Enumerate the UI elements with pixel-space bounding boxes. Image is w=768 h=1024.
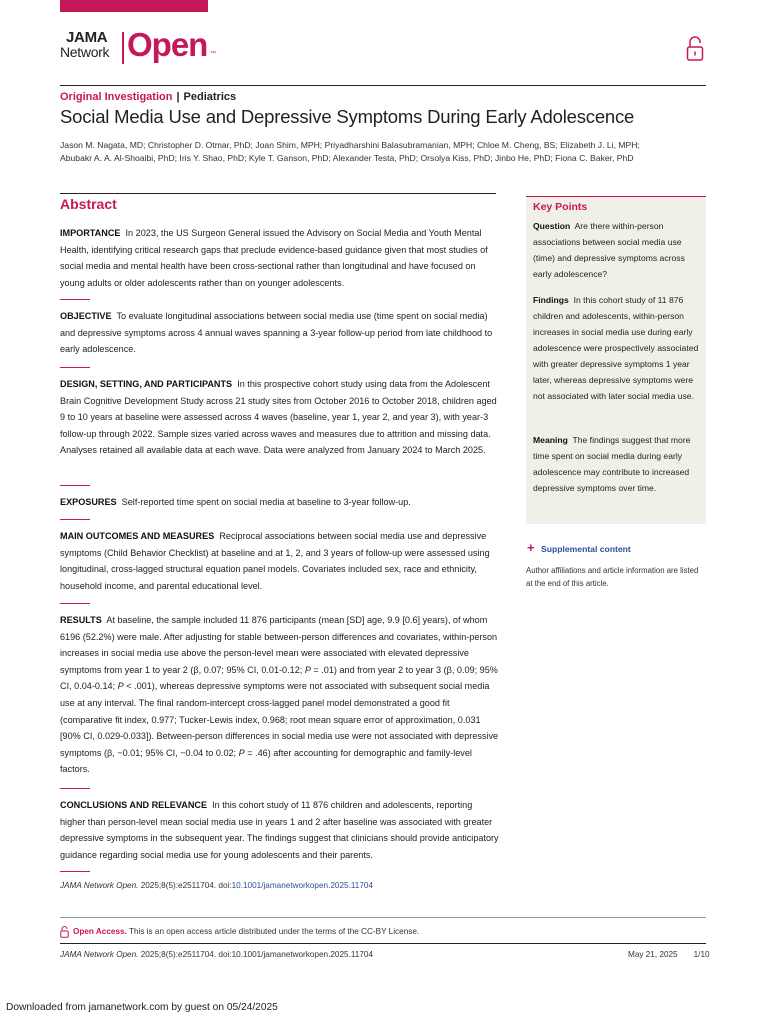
key-points-meaning: [533, 432, 701, 496]
conclusions-text: In this cohort study of 11 876 children and adolescents, reporting higher than person-level mean social media use in years 1 and 2 after baseline was associated with greater depressive symptoms in the subsequent year. The findings suggest that clinicians should provide anticipatory guidance regarding social media use for young adolescents and their parents.: [60, 800, 499, 860]
section-divider: [60, 871, 90, 872]
footer-citation: [60, 950, 373, 959]
results-paragraph: [60, 612, 500, 778]
section-divider: [60, 603, 90, 604]
citation: [60, 881, 373, 890]
results-text-4: = .46) after accounting for demographic and family-level factors.: [60, 747, 472, 775]
doi-link[interactable]: 10.1001/jamanetworkopen.2025.11704: [231, 881, 374, 890]
abstract-rule: [60, 193, 496, 194]
citation-journal: JAMA Network Open.: [60, 881, 139, 890]
logo-jama-text: JAMA: [66, 29, 108, 46]
findings-text: In this cohort study of 11 876 children and adolescents, within-person increases in social media use during early adolescence were prospectively associated with greater depressive symptoms 1 year later, whereas depressive symptoms were not associated with later social media use.: [533, 295, 699, 401]
conclusions-paragraph: [60, 797, 500, 863]
article-title: Social Media Use and Depressive Symptoms During Early Adolescence: [60, 106, 635, 127]
citation-ref: 2025;8(5):e2511704. doi:: [138, 881, 232, 890]
results-text-2: = .01) and from year 2 to year 3 (β, 0.09; 95% CI, 0.04-0.14;: [60, 664, 498, 692]
design-text: In this prospective cohort study using data from the Adolescent Brain Cognitive Development Study across 21 study sites from October 2016 to October 2018, children aged 9 to 10 years at baseline were assessed across 4 waves (baseline, year 1, year 2, and year 3), with year-3 follow-up through 2022. Sample sizes varied across waves and measures due to attrition and missing data. Analyses retained all available data at each wave. Data were analyzed from January 2024 to March 2025.: [60, 379, 497, 456]
objective-paragraph: [60, 308, 500, 358]
exposures-paragraph: [60, 494, 500, 511]
importance-paragraph: [60, 225, 500, 291]
results-text-3: < .001), whereas depressive symptoms were not associated with subsequent social media use at any interval. The final random-intercept cross-lagged panel model demonstrated a good fit (comparative fit index, 0.977; Tucker-Lewis index, 0.968; root mean square error of approximation, 0.031 [90% CI, 0.029-0.033]). Between-person differences in social media use were not associated with depressive symptoms (β, −0.01; 95% CI, −0.04 to 0.02;: [60, 681, 499, 758]
article-category: Original Investigation: [60, 91, 173, 103]
section-tag: [60, 91, 236, 103]
outcomes-label: MAIN OUTCOMES AND MEASURES: [60, 531, 215, 541]
key-points-title: Key Points: [533, 201, 588, 213]
header-rule: [60, 85, 706, 86]
objective-label: OBJECTIVE: [60, 311, 112, 321]
conclusions-label: CONCLUSIONS AND RELEVANCE: [60, 800, 208, 810]
logo-open-text: Open: [127, 26, 208, 63]
key-points-question: [533, 218, 701, 282]
footer-meta: [628, 950, 710, 959]
key-points-findings: [533, 292, 701, 404]
question-text: Are there within-person associations between social media use (time) and depressive symptoms across early adolescence?: [533, 221, 685, 279]
authors-line-2: Abubakr A. A. Al-Shoaibi, PhD; Iris Y. Shao, PhD; Kyle T. Ganson, PhD; Alexander Testa, PhD; Orsolya Kiss, PhD; Jinbo He, PhD; Fiona C. Baker, PhD: [60, 153, 634, 163]
section-divider: [60, 367, 90, 368]
results-label: RESULTS: [60, 615, 102, 625]
section-divider: [60, 519, 90, 520]
open-access-label: Open Access.: [73, 927, 127, 936]
outcomes-text: Reciprocal associations between social media use and depressive symptoms (Child Behavior Checklist) at baseline and at 1, 2, and 3 years of follow-up were assessed using longitudinal, cross-lagged structural equation panel models. Covariates included sex, race and ethnicity, household income, and parental educational level.: [60, 531, 490, 591]
plus-icon[interactable]: +: [527, 540, 535, 555]
logo-network-text: Network: [60, 44, 110, 60]
logo-trademark: ™: [210, 51, 216, 57]
findings-label: Findings: [533, 295, 569, 305]
affiliations-note: Author affiliations and article information are listed at the end of this article.: [526, 566, 699, 588]
exposures-label: EXPOSURES: [60, 497, 117, 507]
lock-open-icon[interactable]: [686, 36, 704, 62]
exposures-text: Self-reported time spent on social media at baseline to 3-year follow-up.: [121, 497, 411, 507]
footer-ref: 2025;8(5):e2511704. doi:10.1001/jamanetworkopen.2025.11704: [138, 950, 374, 959]
open-access-lock-icon: [60, 926, 69, 938]
open-access-note: [73, 927, 419, 936]
download-note: Downloaded from jamanetwork.com by guest on 05/24/2025: [6, 1002, 278, 1013]
footer-journal: JAMA Network Open.: [60, 950, 139, 959]
page-number: 1/10: [693, 950, 710, 959]
footer-rule: [60, 943, 706, 944]
abstract-heading: Abstract: [60, 196, 117, 212]
section-divider: [60, 299, 90, 300]
top-accent-bar: [60, 0, 208, 12]
p-value-symbol: P: [304, 664, 311, 675]
question-label: Question: [533, 221, 571, 231]
design-paragraph: [60, 376, 500, 459]
authors-line-1: Jason M. Nagata, MD; Christopher D. Otmar, PhD; Joan Shim, MPH; Priyadharshini Balasubramanian, MPH; Chloe M. Cheng, BS; Elizabeth J. Li, MPH;: [60, 140, 640, 150]
footnote-rule: [60, 917, 706, 918]
category-separator: |: [176, 91, 180, 103]
meaning-text: The findings suggest that more time spent on social media during early adolescence may contribute to increased depressive symptoms over time.: [533, 435, 691, 493]
section-divider: [60, 788, 90, 789]
author-list: [60, 139, 710, 165]
results-text-1: At baseline, the sample included 11 876 participants (mean [SD] age, 9.9 [0.6] years), of whom 6196 (52.2%) were male. After adjusting for stable between-person differences and covariates, within-person increases in social media use above the person-level mean were associated with elevated depressive symptoms from year 1 to year 2 (β, 0.07; 95% CI, 0.01-0.12;: [60, 615, 498, 675]
importance-label: IMPORTANCE: [60, 228, 121, 238]
footer-date: May 21, 2025: [628, 950, 678, 959]
outcomes-paragraph: [60, 528, 500, 594]
importance-text: In 2023, the US Surgeon General issued the Advisory on Social Media and Youth Mental Health, identifying critical research gaps that preclude evidence-based guidance given that most studies of social media and mental health have been cross-sectional rather than longitudinal and have focused on young adults or older adolescents rather than on younger adolescents.: [60, 228, 488, 288]
logo-divider: [122, 32, 124, 64]
section-divider: [60, 485, 90, 486]
open-access-text: This is an open access article distributed under the terms of the CC-BY License.: [126, 927, 420, 936]
supplemental-content-link[interactable]: Supplemental content: [541, 544, 631, 554]
article-specialty: Pediatrics: [183, 91, 237, 103]
meaning-label: Meaning: [533, 435, 568, 445]
design-label: DESIGN, SETTING, AND PARTICIPANTS: [60, 379, 233, 389]
p-value-symbol: P: [117, 681, 124, 692]
p-value-symbol: P: [238, 747, 245, 758]
objective-text: To evaluate longitudinal associations between social media use (time spent on social media) and depressive symptoms across 4 annual waves spanning a 3-year follow-up period from late childhood to early adolescence.: [60, 311, 493, 355]
